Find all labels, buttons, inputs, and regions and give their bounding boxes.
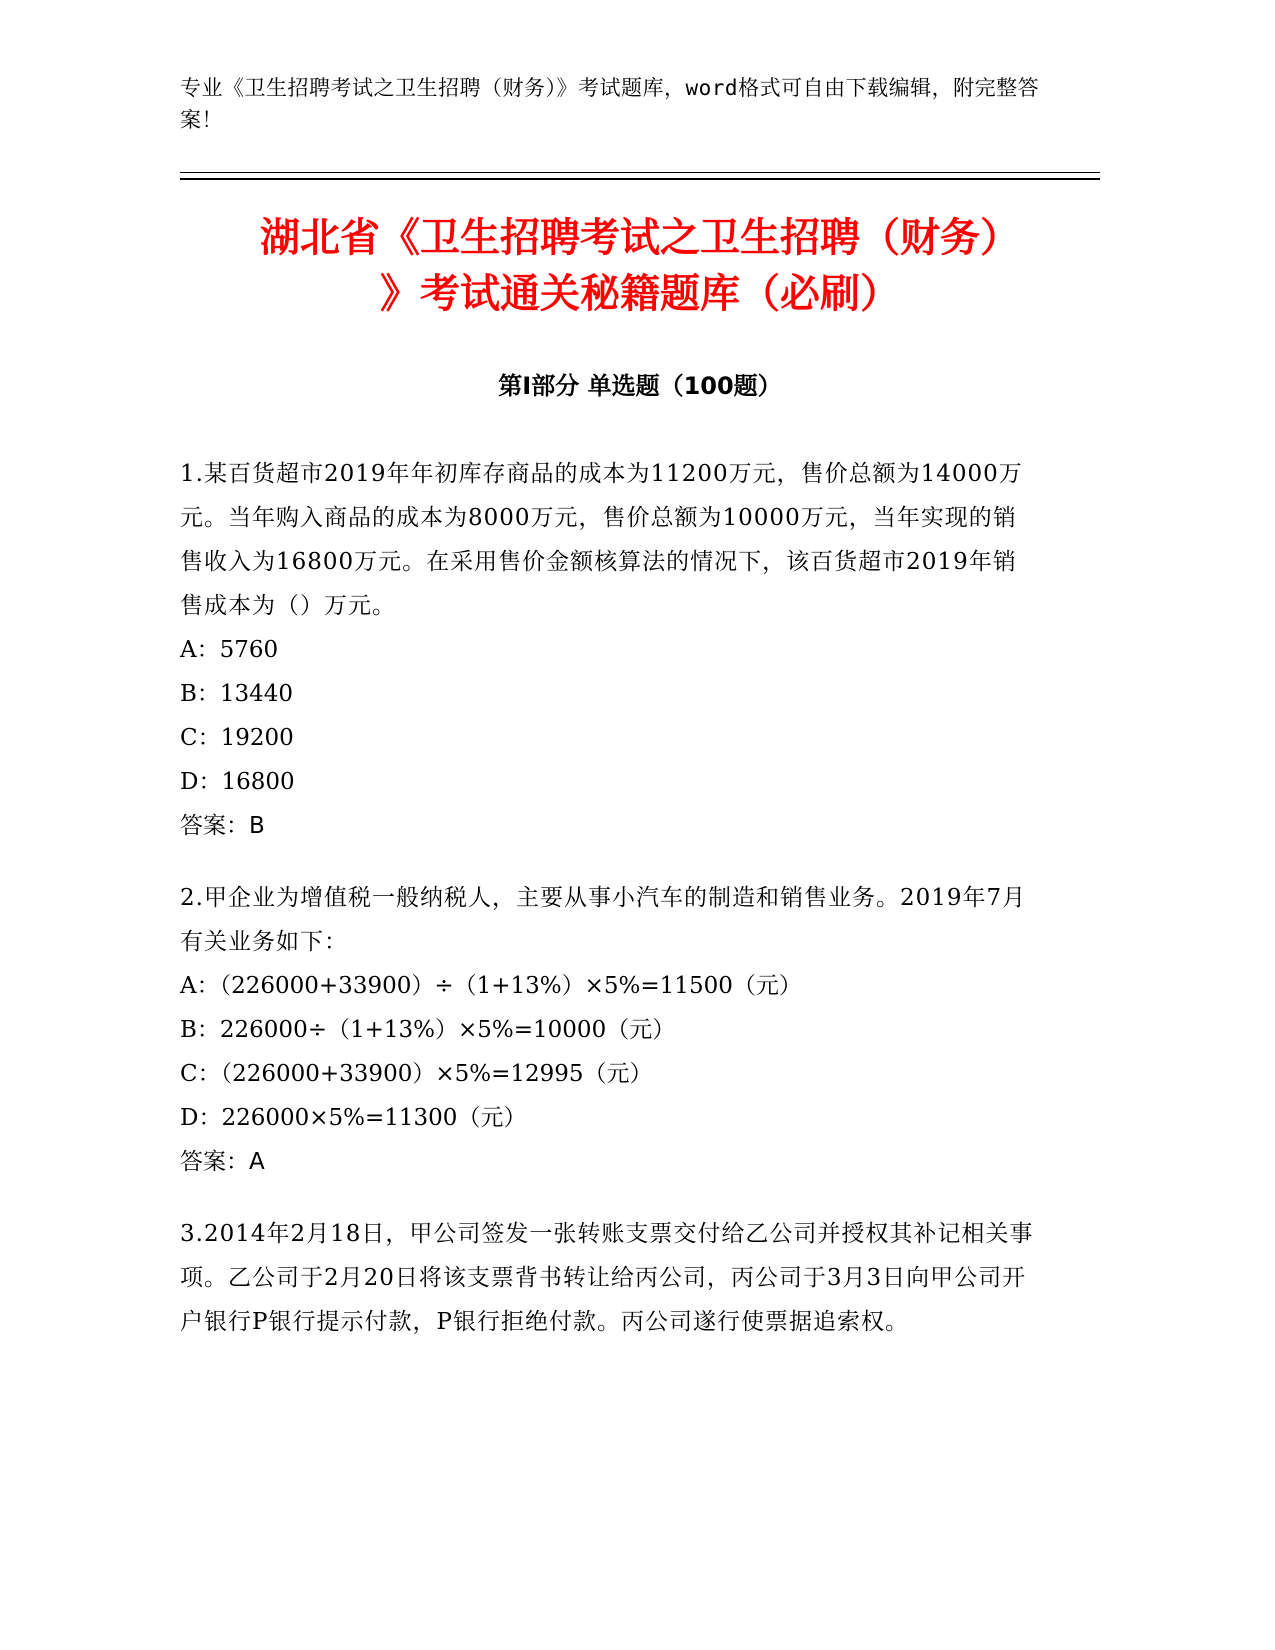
option-d: D：16800 bbox=[180, 769, 295, 795]
header-divider-thick bbox=[180, 178, 1100, 180]
option-b: B：226000÷（1+13%）×5%=10000（元） bbox=[180, 1017, 676, 1043]
question-stem: 1.某百货超市2019年年初库存商品的成本为11200万元，售价总额为14000万元。当年购入商品的成本为8000万元，售价总额为10000万元，当年实现的销售收入为16800万元。在采用售价金额核算法的情况下，该百货超市2019年销售成本为（）万元。 bbox=[180, 461, 1023, 619]
question-3 bbox=[180, 1212, 1040, 1344]
section-title: 第Ⅰ部分 单选题（100题） bbox=[498, 372, 782, 400]
question-1 bbox=[180, 452, 1040, 848]
option-c: C：19200 bbox=[180, 725, 294, 751]
document-title bbox=[180, 210, 1100, 322]
option-b: B：13440 bbox=[180, 681, 294, 707]
question-list bbox=[180, 452, 1040, 1372]
question-2 bbox=[180, 876, 1040, 1184]
question-stem: 2.甲企业为增值税一般纳税人，主要从事小汽车的制造和销售业务。2019年7月有关业务如下： bbox=[180, 885, 1027, 955]
document-title-line-2: 》考试通关秘籍题库（必刷） bbox=[380, 271, 900, 317]
option-a: A：（226000+33900）÷（1+13%）×5%=11500（元） bbox=[180, 973, 802, 999]
header-note: 专业《卫生招聘考试之卫生招聘（财务）》考试题库，word格式可自由下载编辑，附完整答案！ bbox=[180, 76, 1040, 132]
answer: 答案：B bbox=[180, 813, 265, 839]
header-divider-thin bbox=[180, 172, 1100, 173]
answer: 答案：A bbox=[180, 1149, 265, 1175]
option-d: D：226000×5%=11300（元） bbox=[180, 1105, 527, 1131]
option-a: A：5760 bbox=[180, 637, 279, 663]
question-stem: 3.2014年2月18日，甲公司签发一张转账支票交付给乙公司并授权其补记相关事项。乙公司于2月20日将该支票背书转让给丙公司，丙公司于3月3日向甲公司开户银行P银行提示付款，P银行拒绝付款。丙公司遂行使票据追索权。 bbox=[180, 1221, 1034, 1335]
option-c: C：（226000+33900）×5%=12995（元） bbox=[180, 1061, 653, 1087]
document-title-line-1: 湖北省《卫生招聘考试之卫生招聘（财务） bbox=[260, 215, 1020, 261]
